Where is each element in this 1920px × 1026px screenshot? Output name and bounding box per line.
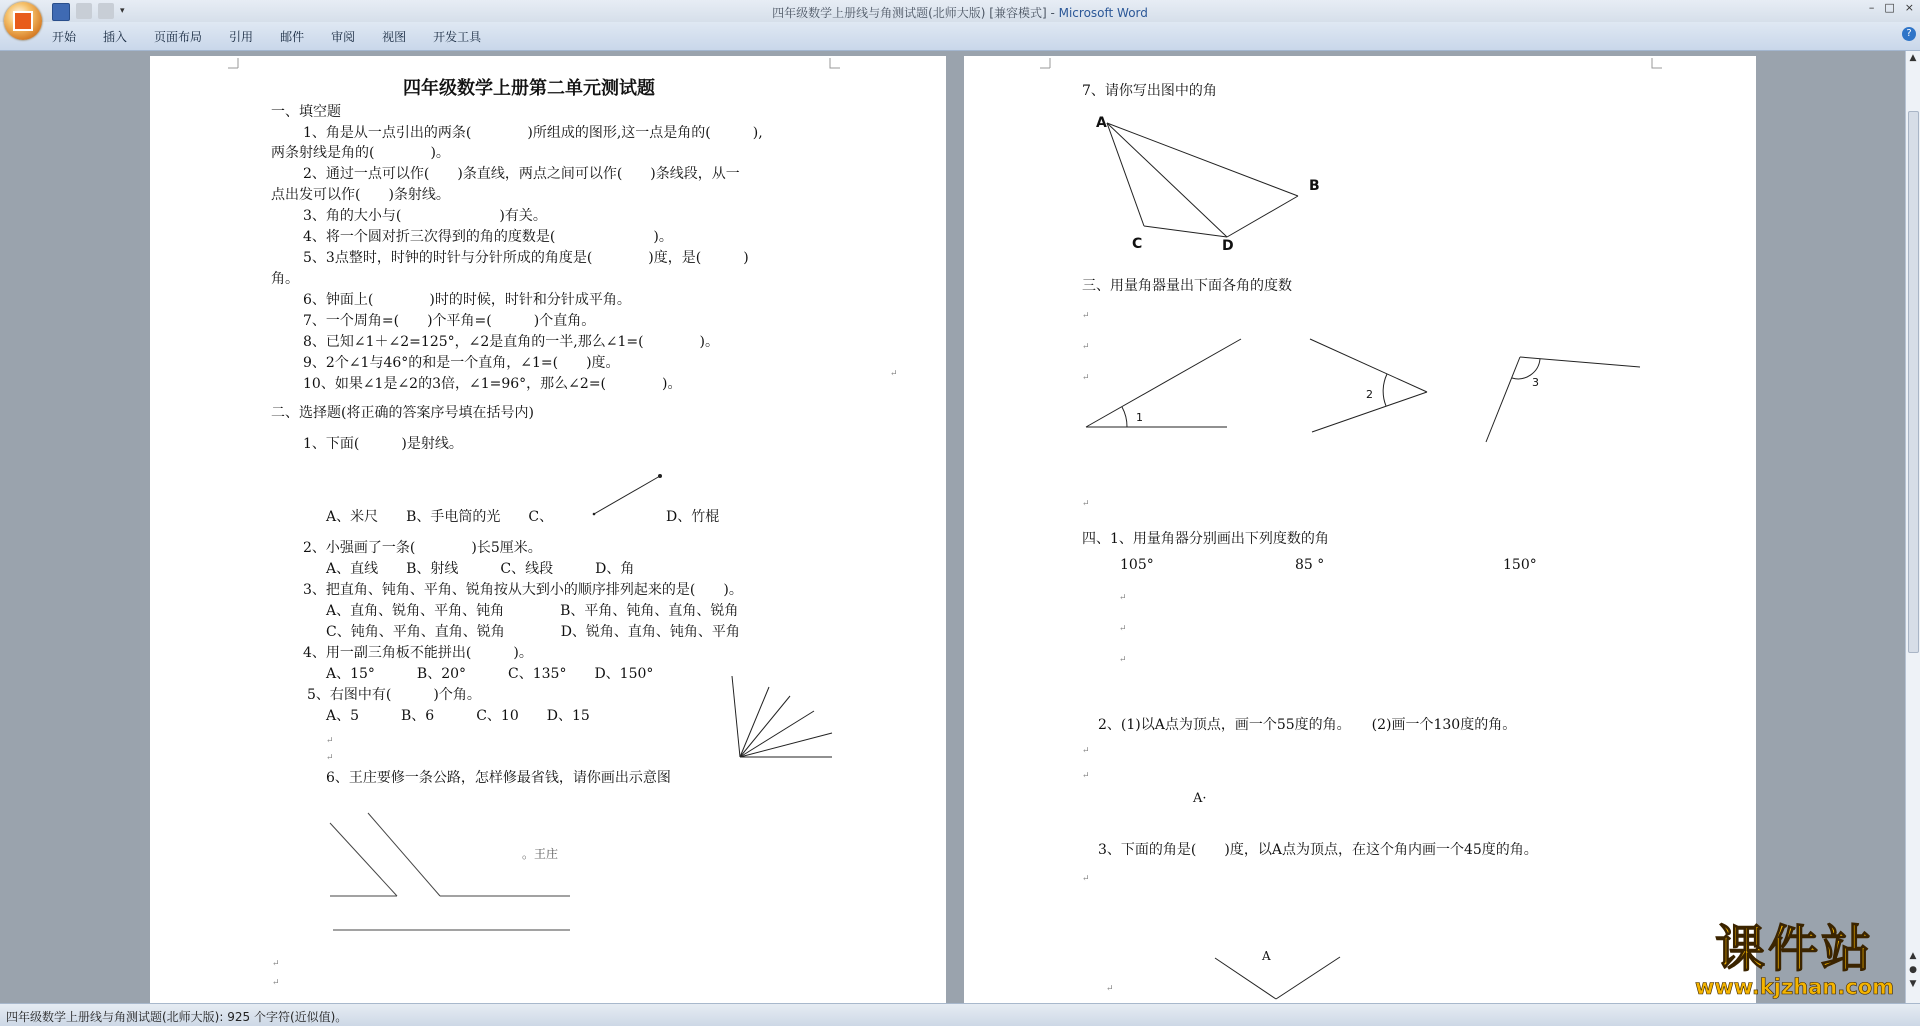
vertex-label-b: B <box>1309 178 1320 194</box>
choice-3-options-cd: C、钝角、平角、直角、锐角 D、锐角、直角、钝角、平角 <box>326 624 740 640</box>
minimize-button[interactable]: – <box>1868 1 1875 14</box>
quadrilateral-figure <box>1107 123 1298 237</box>
choice-4-options: A、15° B、20° C、135° D、150° <box>326 666 654 682</box>
vertex-label-a: A <box>1096 115 1107 131</box>
question-1a: 1、角是从一点引出的两条( )所组成的图形,这一点是角的( ), <box>303 125 763 141</box>
choice-3-options-ab: A、直角、锐角、平角、钝角 B、平角、钝角、直角、锐角 <box>326 603 739 619</box>
choice-6: 6、王庄要修一条公路，怎样修最省钱，请你画出示意图 <box>326 770 671 786</box>
document-workspace[interactable] <box>0 51 1906 1003</box>
customize-qat-button[interactable]: ▾ <box>120 6 125 16</box>
road-figure <box>330 813 570 930</box>
question-2a: 2、通过一点可以作( )条直线，两点之间可以作( )条线段，从一 <box>303 166 740 182</box>
angle-1-figure <box>1086 339 1241 427</box>
office-button[interactable] <box>4 2 42 40</box>
paragraph-mark: ↵ <box>1119 593 1127 603</box>
app-name: Microsoft Word <box>1058 6 1148 20</box>
question-10: 10、如果∠1是∠2的3倍，∠1=96°，那么∠2=( )。 <box>303 376 682 392</box>
village-label: 。王庄 <box>522 847 559 861</box>
tab-review[interactable]: 审阅 <box>331 30 356 44</box>
scroll-up-icon[interactable]: ▲ <box>1909 53 1917 63</box>
section-draw: 四、1、用量角器分别画出下列度数的角 <box>1082 531 1329 547</box>
watermark-text: 课件站 <box>1714 920 1874 978</box>
degree-85: 85 ° <box>1295 557 1325 573</box>
choice-1-options: A、米尺 B、手电筒的光 C、 <box>326 509 554 525</box>
ribbon-tabs <box>52 28 508 45</box>
angle-1-label: 1 <box>1136 411 1143 424</box>
close-button[interactable]: × <box>1904 1 1914 14</box>
paragraph-mark: ↵ <box>326 753 334 763</box>
section-fill-blank: 一、填空题 <box>271 104 341 120</box>
paragraph-mark: ↵ <box>1082 342 1090 352</box>
choice-1: 1、下面( )是射线。 <box>303 436 463 452</box>
angle-2-figure <box>1310 339 1427 432</box>
tab-references[interactable]: 引用 <box>229 30 254 44</box>
paragraph-mark: ↵ <box>1082 746 1090 756</box>
vertical-scrollbar[interactable] <box>1905 51 1920 1003</box>
paragraph-mark: ↵ <box>326 736 334 746</box>
tab-developer[interactable]: 开发工具 <box>433 30 482 44</box>
point-a: A· <box>1193 791 1207 806</box>
ribbon <box>0 22 1920 51</box>
watermark-logo <box>1694 920 1894 999</box>
tab-mailings[interactable]: 邮件 <box>280 30 305 44</box>
title-bar <box>0 0 1920 22</box>
maximize-button[interactable]: □ <box>1884 1 1895 14</box>
paragraph-mark: ↵ <box>1119 624 1127 634</box>
question-5a: 5、3点整时，时钟的时针与分针所成的角度是( )度，是( ) <box>303 250 749 266</box>
vertex-label-d: D <box>1222 238 1234 254</box>
question-7: 7、一个周角=( )个平角=( )个直角。 <box>303 313 596 329</box>
question-7-title: 7、请你写出图中的角 <box>1082 83 1217 99</box>
question-1b: 两条射线是角的( )。 <box>271 145 450 161</box>
page-title: 四年级数学上册第二单元测试题 <box>403 78 655 99</box>
angle-fan-figure <box>732 676 832 757</box>
paragraph-mark: ↵ <box>1082 373 1090 383</box>
next-page-icon[interactable]: ▼ <box>1909 979 1917 989</box>
document-page-1[interactable] <box>150 56 946 1003</box>
ray-endpoint <box>658 474 662 478</box>
question-3: 3、角的大小与( )有关。 <box>303 208 547 224</box>
paragraph-mark: ↵ <box>1119 655 1127 665</box>
paragraph-mark: ↵ <box>1082 311 1090 321</box>
question-4-3: 3、下面的角是( )度，以A点为顶点，在这个角内画一个45度的角。 <box>1098 842 1538 858</box>
section-measure: 三、用量角器量出下面各角的度数 <box>1082 278 1292 294</box>
choice-2-options: A、直线 B、射线 C、线段 D、角 <box>326 561 635 577</box>
choice-1-option-d: D、竹棍 <box>666 509 720 525</box>
choice-4: 4、用一副三角板不能拼出( )。 <box>303 645 533 661</box>
scroll-thumb[interactable] <box>1908 111 1919 653</box>
previous-page-icon[interactable]: ▲ <box>1909 951 1917 961</box>
question-5b: 角。 <box>271 271 299 287</box>
question-9: 9、2个∠1与46°的和是一个直角，∠1=( )度。 <box>303 355 620 371</box>
document-title: 四年级数学上册线与角测试题(北师大版) [兼容模式] - <box>772 6 1059 20</box>
question-2b: 点出发可以作( )条射线。 <box>271 187 450 203</box>
angle-2-label: 2 <box>1366 388 1373 401</box>
word-count-status[interactable]: 四年级数学上册线与角测试题(北师大版): 925 个字符(近似值)。 <box>6 1010 348 1024</box>
question-6: 6、钟面上( )时的时候，时针和分针成平角。 <box>303 292 631 308</box>
question-8: 8、已知∠1＋∠2=125°，∠2是直角的一半,那么∠1=( )。 <box>303 334 720 350</box>
status-bar <box>0 1003 1920 1026</box>
angle-3-label: 3 <box>1532 376 1539 389</box>
tab-home[interactable]: 开始 <box>52 30 77 44</box>
angle-3-figure <box>1486 357 1640 442</box>
degree-105: 105° <box>1120 557 1154 573</box>
choice-3: 3、把直角、钝角、平角、锐角按从大到小的顺序排列起来的是( )。 <box>303 582 743 598</box>
paragraph-mark: ↵ <box>890 369 898 379</box>
ray-figure <box>594 476 660 514</box>
question-4: 4、将一个圆对折三次得到的角的度数是( )。 <box>303 229 673 245</box>
watermark-url: www.kjzhan.com <box>1694 975 1894 999</box>
vertex-label-c: C <box>1132 236 1143 252</box>
choice-5-options: A、5 B、6 C、10 D、15 <box>326 708 590 724</box>
browse-object-icon[interactable]: ● <box>1909 965 1917 975</box>
section-choice: 二、选择题(将正确的答案序号填在括号内) <box>271 405 534 421</box>
paragraph-mark: ↵ <box>1082 771 1090 781</box>
window-controls <box>1869 0 1914 16</box>
paragraph-mark: ↵ <box>1106 984 1114 994</box>
choice-2: 2、小强画了一条( )长5厘米。 <box>303 540 542 556</box>
ray-startpoint <box>593 513 596 516</box>
document-page-2[interactable] <box>964 56 1756 1003</box>
choice-5: 5、右图中有( )个角。 <box>307 687 481 703</box>
office-logo-icon <box>13 11 33 31</box>
vertex-a-label: A <box>1262 949 1271 963</box>
tab-insert[interactable]: 插入 <box>103 30 128 44</box>
given-angle-figure <box>1215 957 1340 999</box>
paragraph-mark: ↵ <box>272 978 280 988</box>
degree-150: 150° <box>1503 557 1537 573</box>
tab-view[interactable]: 视图 <box>382 30 407 44</box>
paragraph-mark: ↵ <box>1082 499 1090 509</box>
help-icon[interactable]: ? <box>1902 27 1916 41</box>
tab-page-layout[interactable]: 页面布局 <box>154 30 203 44</box>
paragraph-mark: ↵ <box>272 959 280 969</box>
paragraph-mark: ↵ <box>1082 874 1090 884</box>
window-title <box>0 4 1920 21</box>
question-4-2: 2、(1)以A点为顶点，画一个55度的角。 (2)画一个130度的角。 <box>1098 717 1517 733</box>
